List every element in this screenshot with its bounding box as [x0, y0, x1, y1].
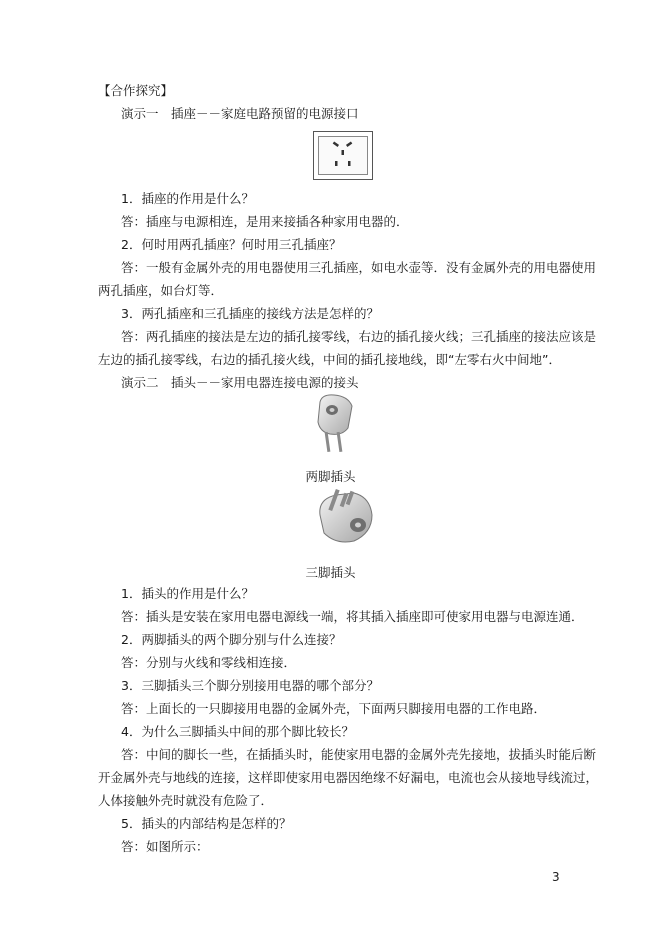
- three-pin-plug-figure: [314, 487, 376, 549]
- demo1-a2-line2: 两孔插座，如台灯等．: [98, 283, 224, 298]
- demo2-a5: 答：如图所示：: [121, 839, 209, 854]
- two-pin-plug-figure: [312, 392, 358, 458]
- three-pin-plug-caption: 三脚插头: [305, 565, 356, 580]
- demo1-q2: 2．何时用两孔插座？何时用三孔插座？: [121, 237, 342, 252]
- three-pin-plug-icon: [314, 487, 376, 549]
- socket-icon: [313, 131, 373, 180]
- page-number: 3: [552, 870, 560, 884]
- demo1-a3-line1: 答：两孔插座的接法是左边的插孔接零线，右边的插孔接火线；三孔插座的接法应该是: [121, 329, 597, 344]
- demo2-q2: 2．两脚插头的两个脚分别与什么连接？: [121, 632, 342, 647]
- demo2-a1: 答：插头是安装在家用电器电源线一端，将其插入插座即可使家用电器与电源连通．: [121, 609, 584, 624]
- demo1-a3-line2: 左边的插孔接零线，右边的插孔接火线，中间的插孔接地线，即“左零右火中间地”．: [98, 352, 561, 367]
- demo1-title: 演示一 插座－－家庭电路预留的电源接口: [121, 106, 359, 121]
- demo2-a4-line3: 人体接触外壳时就没有危险了．: [98, 793, 274, 808]
- demo2-title: 演示二 插头－－家用电器连接电源的接头: [121, 375, 359, 390]
- demo2-a3: 答：上面长的一只脚接用电器的金属外壳，下面两只脚接用电器的工作电路．: [121, 701, 547, 716]
- demo2-q1: 1．插头的作用是什么？: [121, 586, 254, 601]
- demo1-q3: 3．两孔插座和三孔插座的接线方法是怎样的？: [121, 306, 379, 321]
- demo2-a4-line1: 答：中间的脚长一些，在插插头时，能使家用电器的金属外壳先接地，拔插头时能后断: [121, 747, 597, 762]
- demo1-a2-line1: 答：一般有金属外壳的用电器使用三孔插座，如电水壶等．没有金属外壳的用电器使用: [121, 260, 597, 275]
- demo1-a1: 答：插座与电源相连，是用来接插各种家用电器的．: [121, 214, 409, 229]
- two-pin-plug-icon: [312, 392, 358, 458]
- demo2-q3: 3．三脚插头三个脚分别接用电器的哪个部分？: [121, 678, 379, 693]
- demo1-q1: 1．插座的作用是什么？: [121, 191, 254, 206]
- demo2-q4: 4．为什么三脚插头中间的那个脚比较长？: [121, 724, 354, 739]
- two-pin-plug-caption: 两脚插头: [305, 469, 356, 484]
- demo2-a4-line2: 开金属外壳与地线的连接，这样即使家用电器因绝缘不好漏电，电流也会从接地导线流过，: [98, 770, 599, 785]
- demo2-a2: 答：分别与火线和零线相连接．: [121, 655, 297, 670]
- socket-figure: [313, 131, 373, 180]
- demo2-q5: 5．插头的内部结构是怎样的？: [121, 816, 292, 831]
- section-heading: 【合作探究】: [98, 83, 174, 98]
